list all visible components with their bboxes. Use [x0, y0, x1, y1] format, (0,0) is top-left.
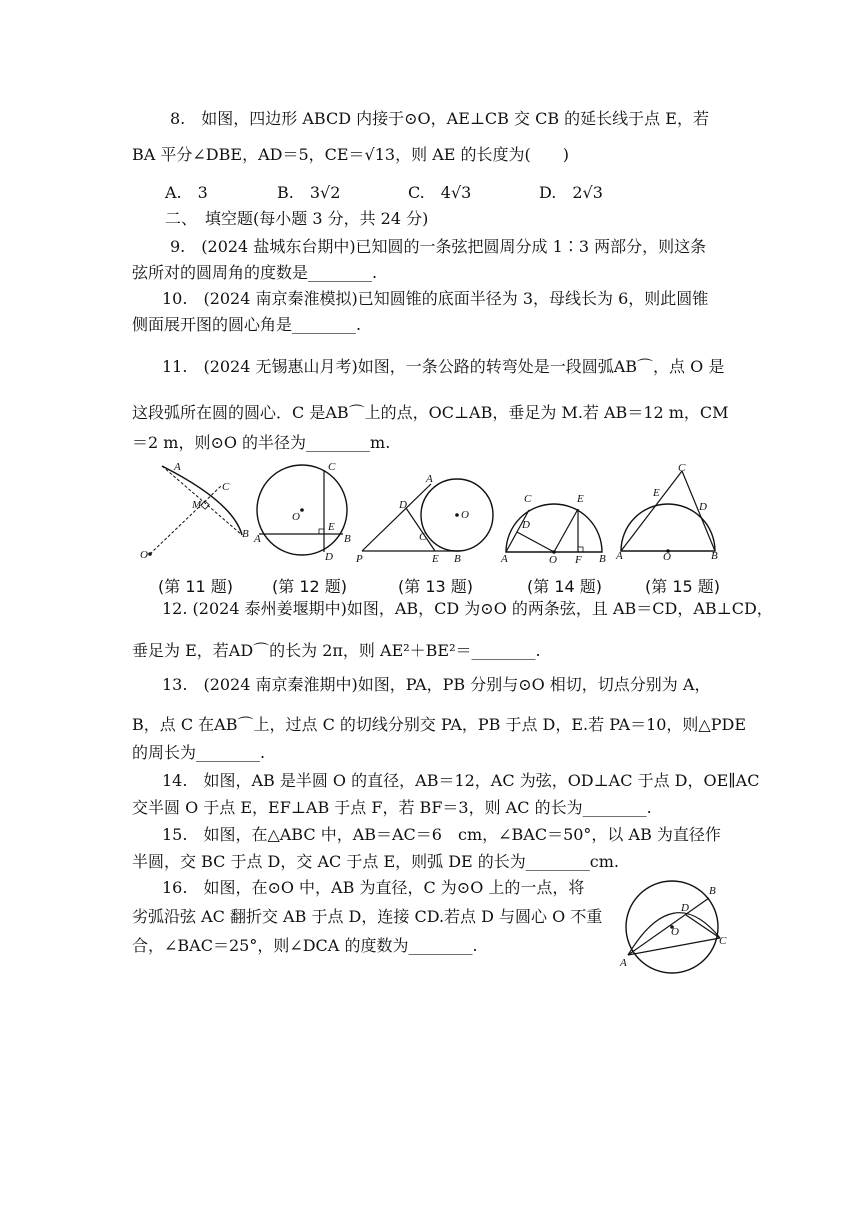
q15-line2: 半圆，交 BC 于点 D，交 AC 于点 E，则弧 DE 的长为________cm. — [132, 852, 620, 871]
q11-line2: 这段弧所在圆的圆心．C 是AB⌒上的点，OC⊥AB，垂足为 M.若 AB＝12 m，CM — [132, 403, 729, 422]
q8-line2: BA 平分∠DBE，AD＝5，CE＝√13，则 AE 的长度为( ) — [132, 145, 570, 164]
f15-label-e: E — [653, 487, 660, 499]
f11-label-c: C — [222, 481, 230, 493]
q16-line2: 劣弧沿弦 AC 翻折交 AB 于点 D，连接 CD.若点 D 与圆心 O 不重 — [132, 907, 603, 926]
f14-label-b: B — [599, 553, 606, 565]
f13-label-d: D — [399, 499, 407, 511]
q11-line1: 11. (2024 无锡惠山月考)如图，一条公路的转弯处是一段圆弧AB⌒，点 O 是 — [162, 357, 725, 376]
figure-16 — [615, 878, 730, 977]
q10-line2: 侧面展开图的圆心角是________. — [132, 315, 362, 334]
f14-label-a: A — [501, 553, 508, 565]
q14-line2: 交半圆 O 于点 E，EF⊥AB 于点 F，若 BF＝3，则 AC 的长为________. — [132, 798, 652, 817]
f16-label-b: B — [709, 885, 716, 897]
figure-15 — [613, 462, 723, 566]
q13-line2: B，点 C 在AB⌒上，过点 C 的切线分别交 PA，PB 于点 D，E.若 PA＝10，则△PDE — [132, 715, 747, 734]
caption-fig-15: (第 15 题) — [645, 577, 721, 596]
f11-label-o: O — [140, 549, 148, 561]
q12-line1: 12. (2024 泰州姜堰期中)如图，AB，CD 为⊙O 的两条弦，且 AB＝CD，AB⊥CD， — [162, 599, 773, 618]
f13-label-a: A — [426, 473, 433, 485]
f14-label-d: D — [522, 519, 530, 531]
q8-line1: 8. 如图，四边形 ABCD 内接于⊙O，AE⊥CB 交 CB 的延长线于点 E，若 — [170, 109, 709, 128]
f16-label-o: O — [671, 926, 679, 938]
q16-line1: 16. 如图，在⊙O 中，AB 为直径，C 为⊙O 上的一点，将 — [162, 878, 585, 897]
f13-label-c: C — [419, 531, 427, 543]
f16-label-d: D — [681, 902, 689, 914]
f12-label-d: D — [325, 551, 333, 563]
f14-label-f: F — [575, 554, 582, 566]
q11-line3: ＝2 m，则⊙O 的半径为________m. — [132, 433, 391, 452]
f11-label-m: M — [192, 499, 202, 511]
caption-fig-11: (第 11 题) — [158, 577, 234, 596]
q13-line1: 13. (2024 南京秦淮期中)如图，PA，PB 分别与⊙O 相切，切点分别为 A， — [162, 675, 711, 694]
option-a: A. 3 — [165, 183, 208, 202]
f14-label-e: E — [577, 493, 584, 505]
q12-line2: 垂足为 E，若AD⌒的长为 2π，则 AE²＋BE²＝________. — [132, 641, 541, 660]
option-c: C. 4√3 — [408, 183, 472, 202]
figure-12 — [252, 462, 362, 566]
f15-label-c: C — [678, 462, 686, 474]
f12-label-c: C — [328, 461, 336, 473]
caption-fig-12: (第 12 题) — [272, 577, 348, 596]
f12-label-a: A — [254, 533, 261, 545]
f12-label-b: B — [344, 533, 351, 545]
figure-11 — [138, 460, 253, 564]
f12-label-o: O — [292, 511, 300, 523]
q15-line1: 15. 如图，在△ABC 中，AB＝AC＝6 cm，∠BAC＝50°，以 AB 为直径作 — [162, 825, 721, 844]
f12-label-e: E — [328, 521, 335, 533]
caption-fig-13: (第 13 题) — [398, 577, 474, 596]
q14-line1: 14. 如图，AB 是半圆 O 的直径，AB＝12，AC 为弦，OD⊥AC 于点 D，OE∥AC — [162, 771, 760, 790]
f15-label-d: D — [699, 501, 707, 513]
f16-label-a: A — [620, 957, 627, 969]
q9-line1: 9. (2024 盐城东台期中)已知圆的一条弦把圆周分成 1∶3 两部分，则这条 — [170, 237, 707, 256]
option-b: B. 3√2 — [277, 183, 341, 202]
option-d: D. 2√3 — [539, 183, 603, 202]
figure-13 — [352, 470, 502, 569]
caption-fig-14: (第 14 题) — [527, 577, 603, 596]
f13-label-e: E — [432, 553, 439, 565]
q13-line3: 的周长为________. — [132, 743, 266, 762]
section-heading: 二、 填空题(每小题 3 分，共 24 分) — [165, 209, 429, 228]
q9-line2: 弦所对的圆周角的度数是________. — [132, 263, 378, 282]
f13-label-p: P — [356, 553, 363, 565]
f15-label-a: A — [616, 550, 623, 562]
q16-line3: 合，∠BAC＝25°，则∠DCA 的度数为________. — [132, 936, 478, 955]
figure-14 — [498, 486, 613, 570]
f15-label-b: B — [711, 550, 718, 562]
f15-label-o: O — [663, 551, 671, 563]
f11-label-b: B — [242, 528, 249, 540]
f16-label-c: C — [719, 935, 727, 947]
f13-label-o: O — [461, 509, 469, 521]
q10-line1: 10. (2024 南京秦淮模拟)已知圆锥的底面半径为 3，母线长为 6，则此圆锥 — [162, 289, 709, 308]
q8-options — [165, 180, 665, 202]
f14-label-c: C — [524, 493, 532, 505]
f11-label-a: A — [174, 461, 181, 473]
f14-label-o: O — [549, 554, 557, 566]
f13-label-b: B — [454, 553, 461, 565]
